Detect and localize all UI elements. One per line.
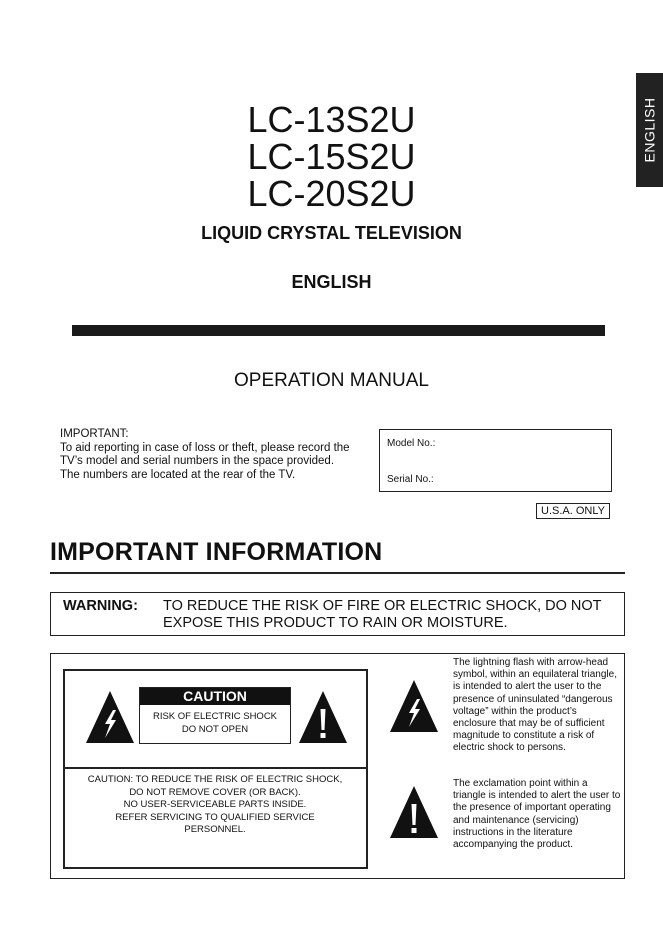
language-heading: ENGLISH — [291, 272, 372, 292]
manual-title: OPERATION MANUAL — [234, 370, 429, 391]
caution-instruction-line: NO USER-SERVICEABLE PARTS INSIDE. — [123, 799, 307, 810]
section-title: IMPORTANT INFORMATION — [50, 538, 383, 566]
exclamation-explanation: The exclamation point within a triangle is intended to alert the user to the presence of important operating and maintenance (servicing) instructions in the literature accompanying the product. — [453, 778, 621, 851]
caution-instructions — [65, 774, 365, 837]
model-number: LC-13S2U — [247, 99, 416, 140]
warning-text: TO REDUCE THE RISK OF FIRE OR ELECTRIC SHOCK, DO NOT EXPOSE THIS PRODUCT TO RAIN OR MOISTURE. — [163, 598, 602, 631]
caution-label — [139, 687, 291, 744]
important-note — [60, 428, 350, 482]
section-divider — [50, 572, 625, 574]
model-numbers — [0, 101, 663, 212]
side-tab-label: ENGLISH — [641, 97, 658, 163]
caution-instruction-line: CAUTION: TO REDUCE THE RISK OF ELECTRIC SHOCK, — [87, 774, 343, 785]
caution-label-line: RISK OF ELECTRIC SHOCK — [152, 711, 278, 722]
serial-record-box — [379, 429, 612, 492]
lightning-explanation: The lightning flash with arrow-head symbol, within an equilateral triangle, is intended to alert the user to the presence of uninsulated “dangerous voltage” within the product’s enclosure that may be of sufficient magnitude to constitute a risk of electric shock to persons. — [453, 657, 617, 754]
important-note-body: To aid reporting in case of loss or theft, please record the TV’s model and serial numbers in the space provided. The numbers are located at the rear of the TV. — [60, 441, 350, 481]
caution-label-text — [140, 710, 290, 736]
caution-instruction-line: PERSONNEL. — [184, 824, 246, 835]
warning-box — [50, 592, 625, 636]
caution-label-head: CAUTION — [140, 688, 290, 705]
header-divider — [72, 325, 605, 336]
warning-label: WARNING: — [63, 598, 138, 614]
exclamation-triangle-icon — [298, 690, 348, 744]
model-number: LC-15S2U — [247, 136, 416, 177]
lightning-triangle-icon — [389, 679, 439, 733]
product-type: LIQUID CRYSTAL TELEVISION — [201, 223, 462, 243]
serial-number-label: Serial No.: — [387, 474, 434, 485]
model-number: LC-20S2U — [247, 173, 416, 214]
lightning-triangle-icon — [85, 690, 135, 744]
caution-instruction-line: REFER SERVICING TO QUALIFIED SERVICE — [115, 811, 315, 823]
caution-panel-divider — [63, 767, 368, 769]
model-number-label: Model No.: — [387, 438, 436, 449]
region-badge: U.S.A. ONLY — [536, 503, 610, 519]
exclamation-triangle-icon — [389, 785, 439, 839]
caution-instruction-line: DO NOT REMOVE COVER (OR BACK). — [129, 786, 301, 798]
caution-label-line: DO NOT OPEN — [181, 724, 249, 735]
important-note-heading: IMPORTANT: — [60, 428, 129, 440]
